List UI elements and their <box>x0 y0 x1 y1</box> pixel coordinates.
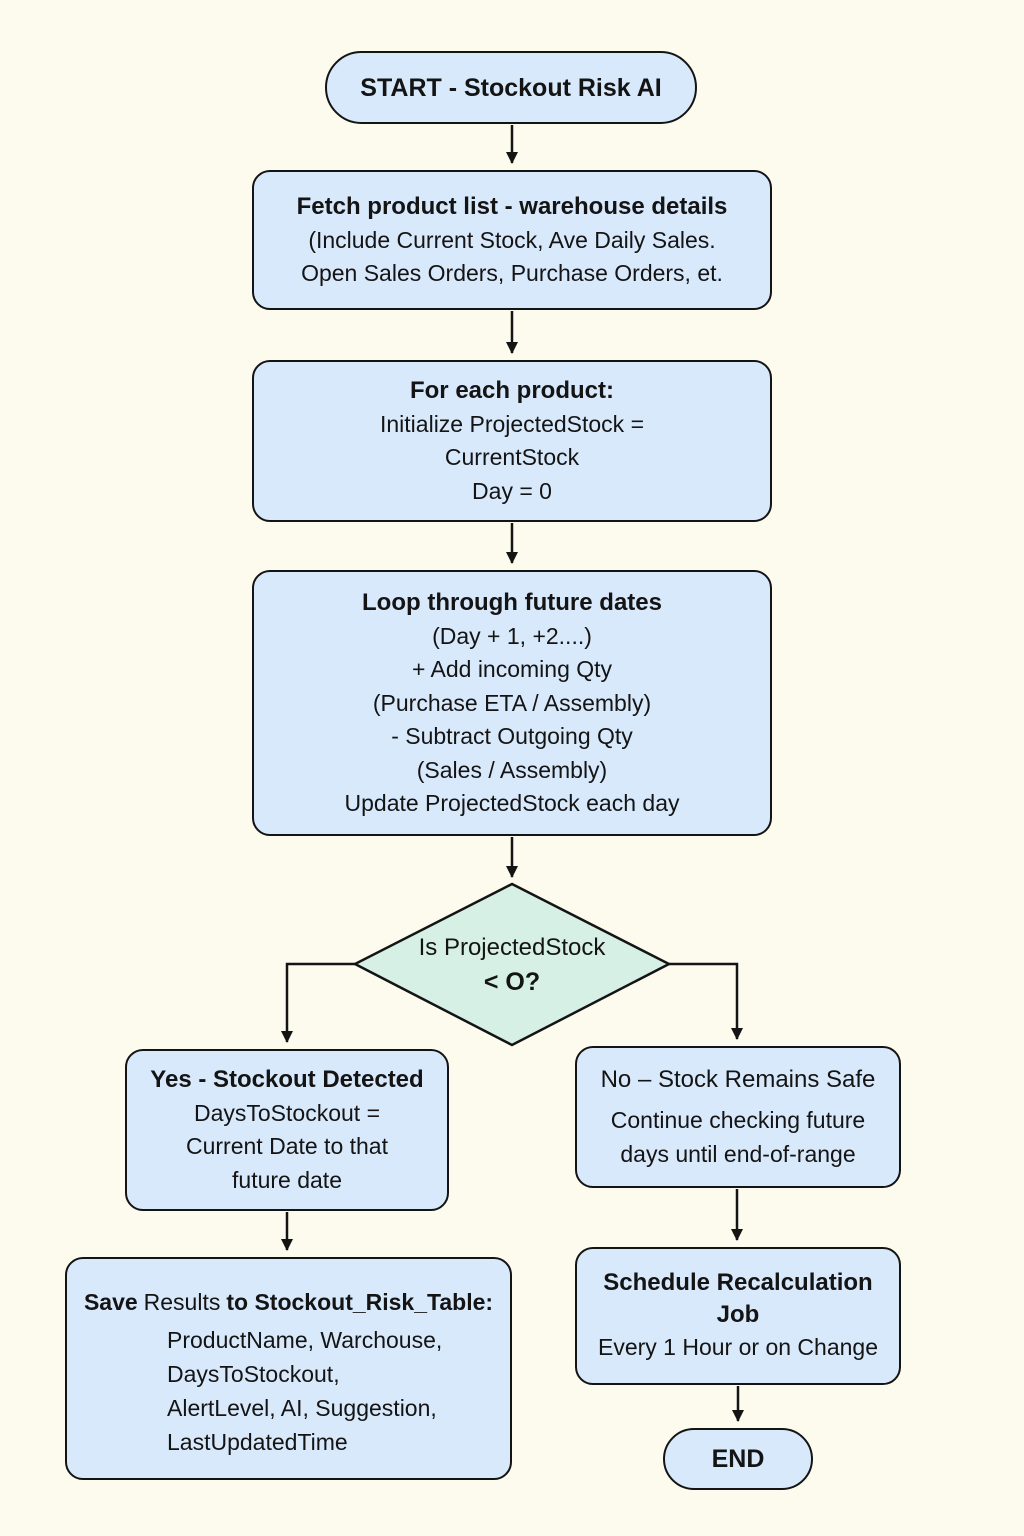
save-line-2: DaysToStockout, <box>167 1361 340 1387</box>
schedule-title: Schedule Recalculation Job <box>603 1269 873 1329</box>
fetch-title: Fetch product list - warehouse details <box>296 192 728 220</box>
no-line-2: days until end-of-range <box>620 1140 856 1167</box>
foreach-line-3: Day = 0 <box>472 477 552 504</box>
loop-line-3: (Purchase ETA / Assembly) <box>372 689 652 716</box>
save-fields-list <box>67 1323 442 1459</box>
schedule-recalculation-node <box>575 1247 901 1385</box>
save-line-3: AlertLevel, AI, Suggestion, <box>167 1395 437 1421</box>
no-line-1: Continue checking future <box>610 1107 866 1133</box>
end-label: END <box>711 1445 765 1473</box>
no-stock-safe-node <box>575 1046 901 1188</box>
save-title-bold-1: Save <box>83 1289 138 1315</box>
loop-future-dates-node <box>252 570 772 836</box>
loop-line-1: (Day + 1, +2....) <box>432 622 592 649</box>
save-title-bold-2: to Stockout_Risk_Table: <box>226 1289 494 1315</box>
start-node <box>325 51 697 124</box>
fetch-line-2: Open Sales Orders, Purchase Orders, et. <box>301 260 723 286</box>
foreach-title: For each product: <box>409 376 614 404</box>
foreach-line-1: Initialize ProjectedStock = <box>380 410 644 437</box>
decision-line-2: < O? <box>483 968 541 996</box>
loop-line-2: + Add incoming Qty <box>411 656 613 682</box>
end-node <box>663 1428 813 1490</box>
decision-node-label <box>362 930 662 1000</box>
yes-line-2: Current Date to that <box>186 1133 388 1160</box>
for-each-product-node <box>252 360 772 522</box>
loop-line-4: - Subtract Outgoing Qty <box>391 723 633 749</box>
arrow-decision-yes <box>287 964 355 1042</box>
decision-line-1: Is ProjectedStock <box>418 934 606 961</box>
save-results-node <box>65 1257 512 1480</box>
fetch-product-list-node <box>252 170 772 310</box>
save-title-mid: Results <box>143 1289 221 1315</box>
foreach-line-2: CurrentStock <box>444 444 580 471</box>
yes-stockout-detected-node <box>125 1049 449 1211</box>
loop-title: Loop through future dates <box>362 588 662 616</box>
loop-line-5: (Sales / Assembly) <box>416 756 608 783</box>
save-title <box>84 1285 493 1319</box>
yes-line-1: DaysToStockout = <box>193 1099 380 1126</box>
yes-line-3: future date <box>232 1166 342 1193</box>
save-line-4: LastUpdatedTime <box>167 1429 348 1455</box>
fetch-line-1: (Include Current Stock, Ave Daily Sales. <box>308 226 716 253</box>
save-line-1: ProductName, Warchouse, <box>167 1327 443 1353</box>
yes-title: Yes - Stockout Detected <box>150 1065 424 1093</box>
loop-line-6: Update ProjectedStock each day <box>344 790 680 816</box>
no-title: No – Stock Remains Safe <box>600 1066 876 1093</box>
schedule-line-1: Every 1 Hour or on Change <box>598 1334 878 1361</box>
start-label: START - Stockout Risk AI <box>360 73 662 102</box>
arrow-decision-no <box>669 964 737 1039</box>
